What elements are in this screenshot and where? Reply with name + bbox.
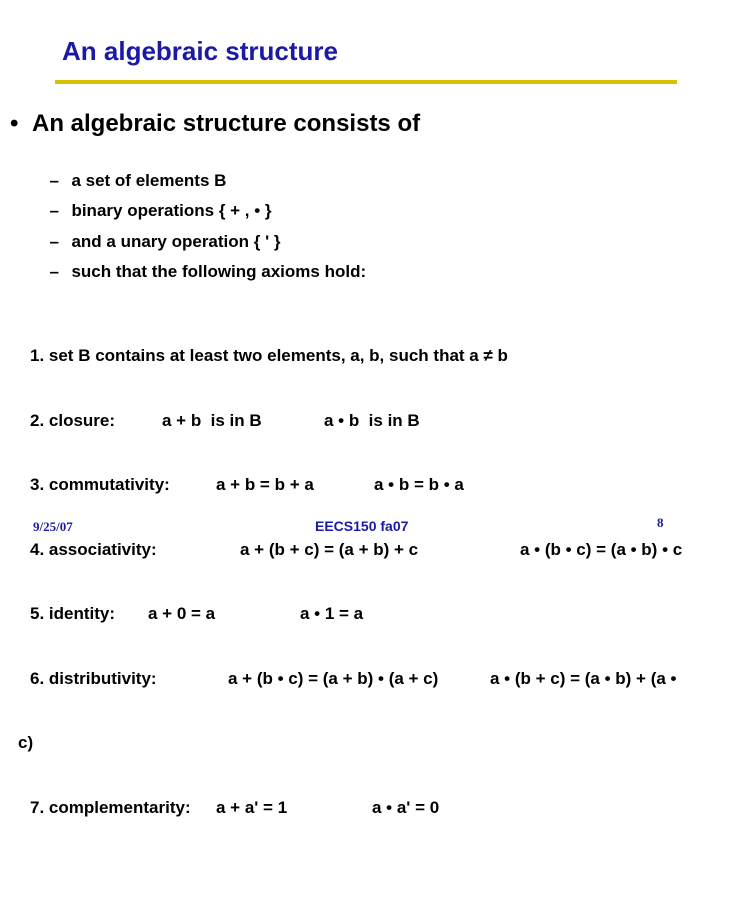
sub-item-text: and a unary operation { ' } [71, 232, 281, 251]
axiom-text: c) [18, 733, 34, 752]
bullet-symbol: • [10, 110, 19, 137]
axiom-product-rule: a • a' = 0 [372, 797, 440, 817]
axiom-sum-rule: a + 0 = a [148, 604, 216, 623]
axiom-4 [30, 539, 720, 561]
axiom-product-rule: a • b = b • a [374, 475, 464, 494]
title-divider [55, 80, 677, 84]
axiom-2 [30, 410, 720, 432]
dash-symbol: – [49, 201, 59, 220]
axiom-product-rule: a • (b + c) = (a • b) + (a • [490, 668, 677, 688]
axiom-product-rule: a • b is in B [324, 410, 420, 430]
axiom-sum-rule: a + (b • c) = (a + b) • (a + c) [228, 668, 439, 688]
sub-item-4 [40, 242, 366, 282]
axiom-3 [30, 474, 720, 496]
axiom-label: 4. associativity: [30, 539, 157, 559]
axiom-label: 2. closure: [30, 410, 116, 430]
axiom-product-rule: a • 1 = a [300, 604, 364, 623]
axiom-label: 7. complementarity: [30, 797, 191, 817]
axiom-sum-rule: a + b is in B [162, 410, 262, 430]
axiom-5 [30, 603, 720, 625]
axiom-label: 6. distributivity: [30, 668, 157, 688]
axiom-6 [30, 668, 720, 690]
axiom-text: 1. set B contains at least two elements, a, b, such that a ≠ b [30, 346, 508, 365]
bullet-text: An algebraic structure consists of [32, 110, 421, 137]
axiom-6-wrap [18, 732, 720, 754]
page-title: An algebraic structure [62, 36, 338, 66]
axiom-product-rule: a • (b • c) = (a • b) • c [520, 539, 683, 559]
footer-page-number: 8 [657, 515, 664, 530]
axiom-sum-rule: a + b = b + a [216, 475, 314, 494]
axiom-7 [30, 797, 720, 819]
axiom-label: 5. identity: [30, 604, 116, 623]
axiom-sum-rule: a + (b + c) = (a + b) + c [240, 539, 419, 559]
axiom-sum-rule: a + a' = 1 [216, 797, 288, 817]
main-bullet [10, 110, 420, 138]
axiom-1 [30, 345, 720, 367]
sub-item-text: such that the following axioms hold: [71, 262, 367, 281]
dash-symbol: – [49, 262, 59, 281]
footer-course: EECS150 fa07 [315, 518, 409, 534]
dash-symbol: – [49, 232, 59, 251]
dash-symbol: – [49, 171, 59, 190]
axiom-list [18, 302, 720, 840]
sub-item-text: binary operations { + , • } [71, 201, 272, 220]
sub-item-text: a set of elements B [71, 171, 227, 190]
footer-date: 9/25/07 [33, 519, 73, 534]
axiom-label: 3. commutativity: [30, 475, 170, 494]
